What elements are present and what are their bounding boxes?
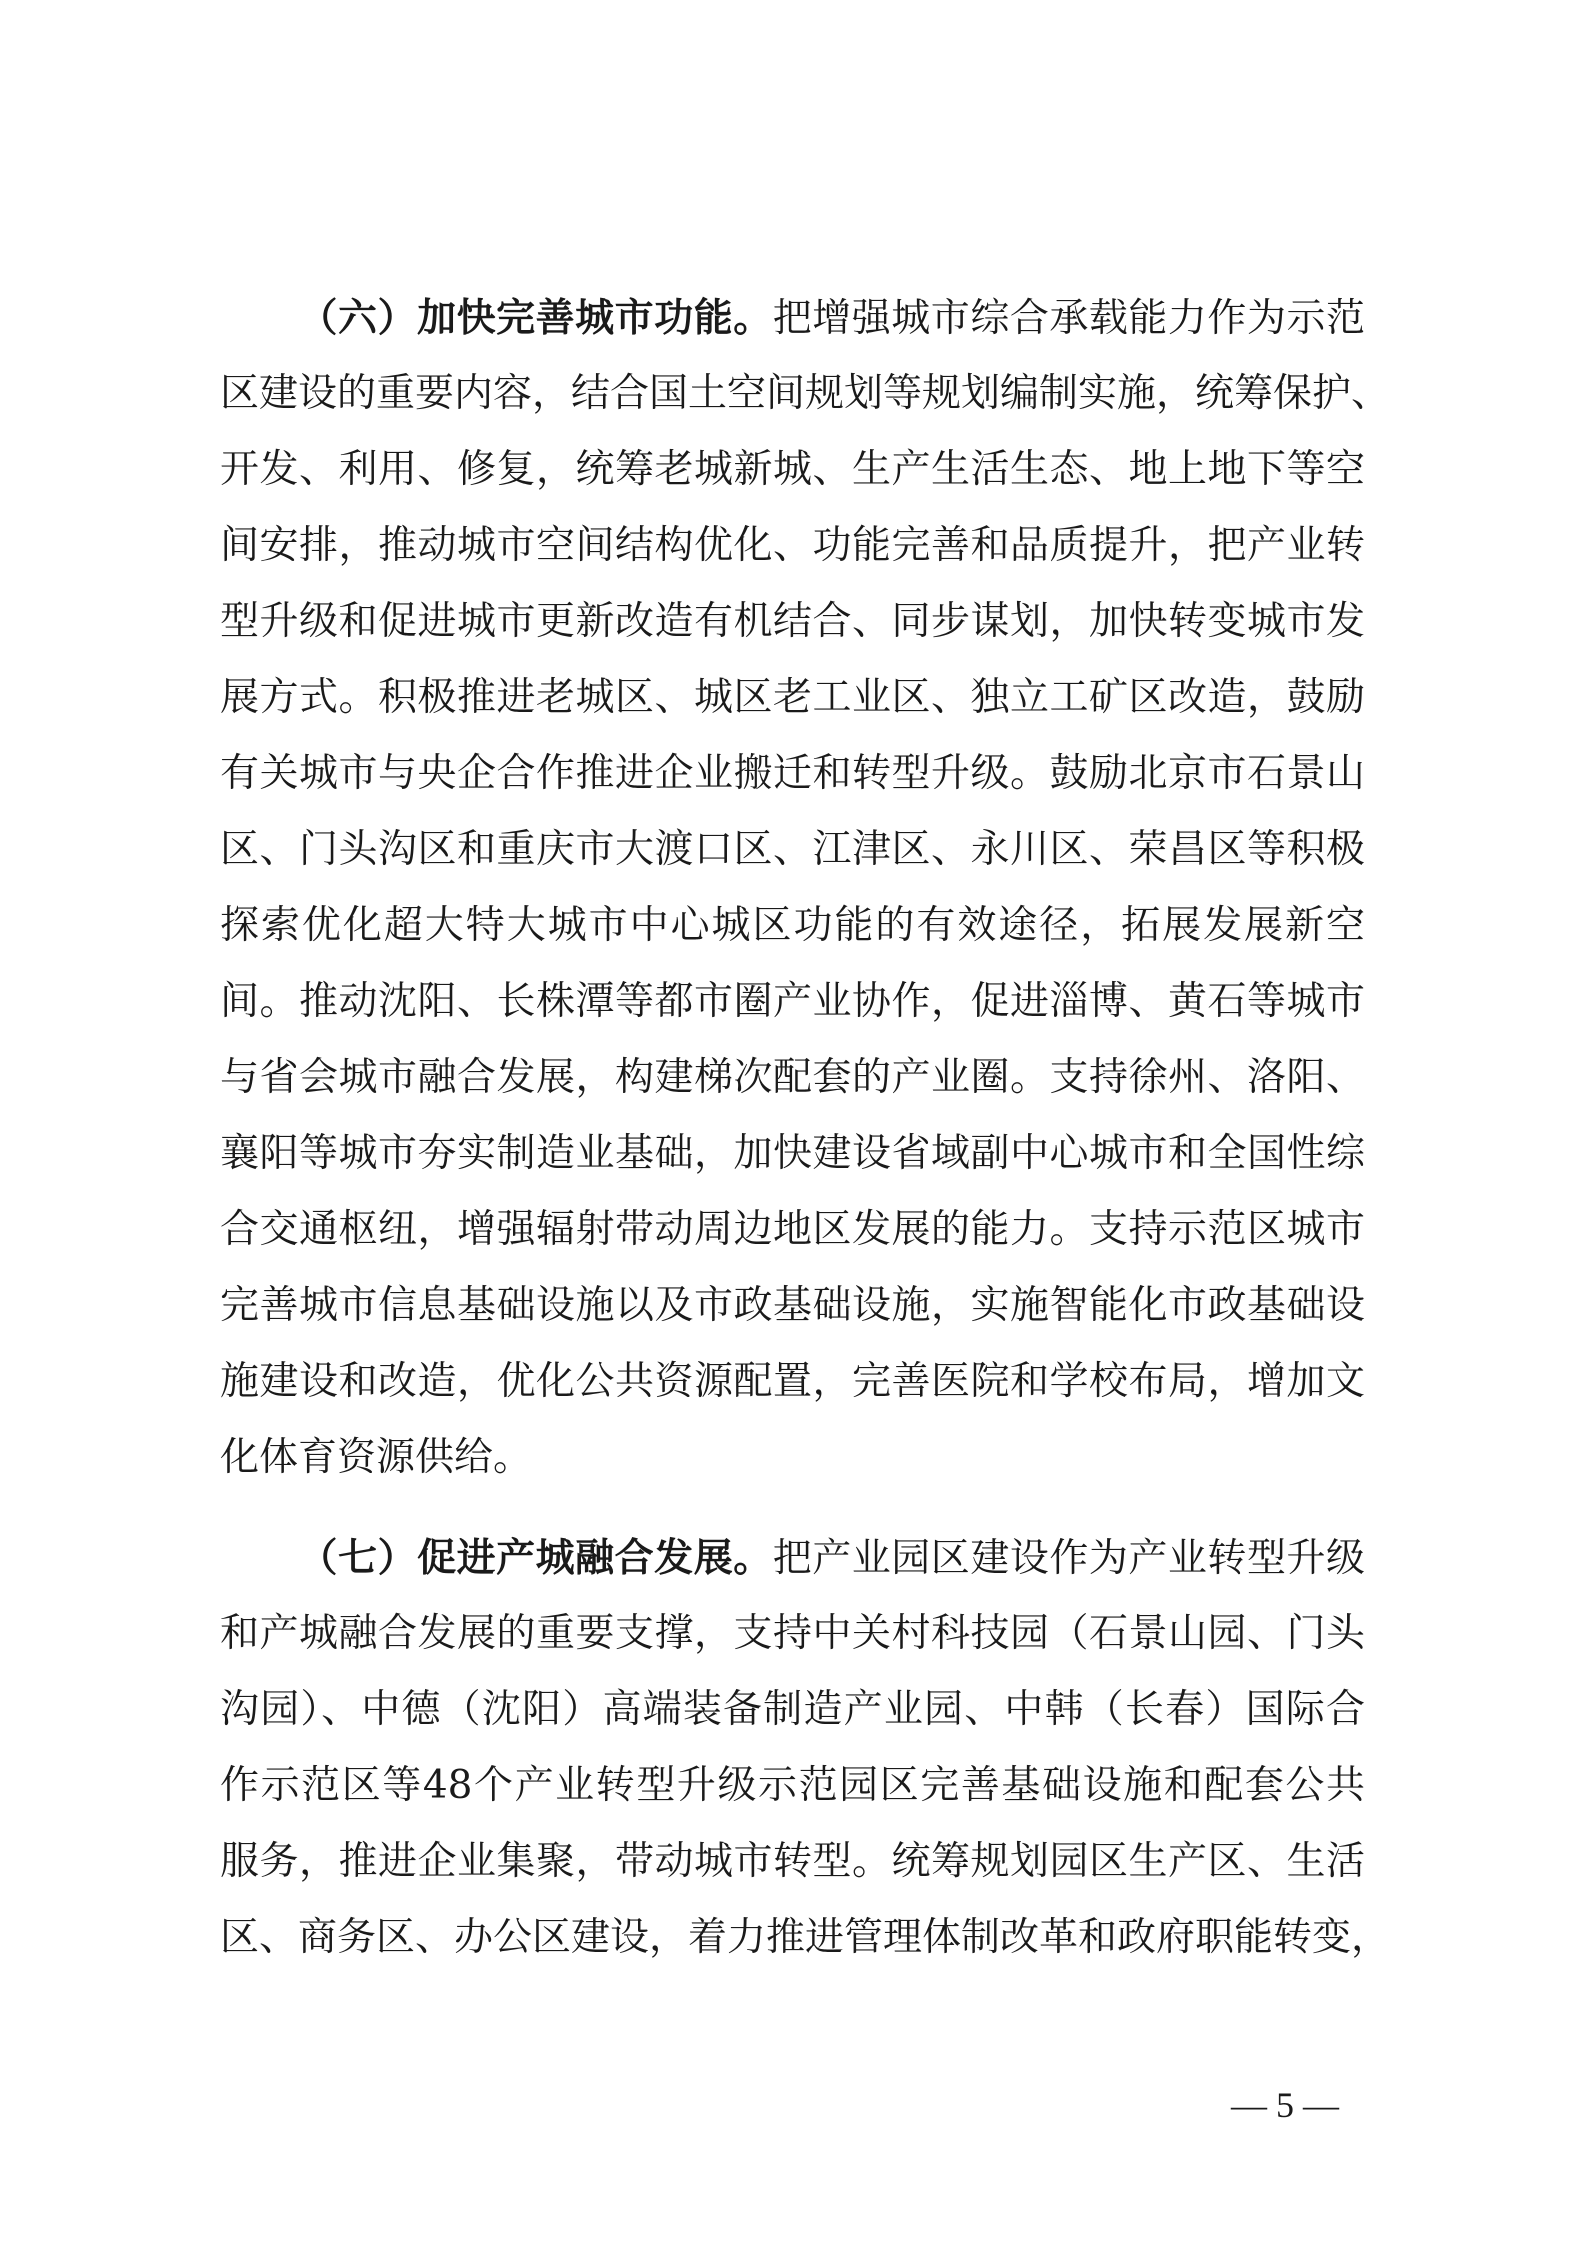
paragraph-line: 沟园）、中德（沈阳）高端装备制造产业园、中韩（长春）国际合	[220, 1687, 1365, 1732]
paragraph-line: 与省会城市融合发展，构建梯次配套的产业圈。支持徐州、洛阳、	[220, 1055, 1365, 1100]
section-heading: （七）促进产城融合发展。	[298, 1535, 773, 1581]
paragraph-line: 探索优化超大特大城市中心城区功能的有效途径，拓展发展新空	[220, 903, 1365, 948]
paragraph-line: 开发、利用、修复，统筹老城新城、生产生活生态、地上地下等空	[220, 447, 1365, 492]
paragraph-line: （六）加快完善城市功能。把增强城市综合承载能力作为示范	[298, 295, 1365, 341]
paragraph-line: 间安排，推动城市空间结构优化、功能完善和品质提升，把产业转	[220, 523, 1365, 568]
paragraph-line: 型升级和促进城市更新改造有机结合、同步谋划，加快转变城市发	[220, 599, 1365, 644]
paragraph-line: 区、门头沟区和重庆市大渡口区、江津区、永川区、荣昌区等积极	[220, 827, 1365, 872]
paragraph-line: 施建设和改造，优化公共资源配置，完善医院和学校布局，增加文	[220, 1359, 1365, 1404]
paragraph-line: 有关城市与央企合作推进企业搬迁和转型升级。鼓励北京市石景山	[220, 751, 1365, 796]
paragraph-line: （七）促进产城融合发展。把产业园区建设作为产业转型升级	[298, 1535, 1365, 1581]
section-heading: （六）加快完善城市功能。	[298, 295, 773, 341]
paragraph-line: 和产城融合发展的重要支撑，支持中关村科技园（石景山园、门头	[220, 1611, 1365, 1656]
paragraph-line: 完善城市信息基础设施以及市政基础设施，实施智能化市政基础设	[220, 1283, 1365, 1328]
paragraph-line: 间。推动沈阳、长株潭等都市圈产业协作，促进淄博、黄石等城市	[220, 979, 1365, 1024]
paragraph-line: 襄阳等城市夯实制造业基础，加快建设省域副中心城市和全国性综	[220, 1131, 1365, 1176]
paragraph-line: 区建设的重要内容，结合国土空间规划等规划编制实施，统筹保护、	[220, 371, 1391, 416]
paragraph-line: 服务，推进企业集聚，带动城市转型。统筹规划园区生产区、生活	[220, 1839, 1365, 1884]
paragraph-line: 展方式。积极推进老城区、城区老工业区、独立工矿区改造，鼓励	[220, 675, 1365, 720]
paragraph-line: 化体育资源供给。	[220, 1435, 533, 1480]
paragraph-line: 区、商务区、办公区建设，着力推进管理体制改革和政府职能转变，	[220, 1915, 1391, 1960]
page-number: — 5 —	[1231, 2085, 1339, 2125]
paragraph-line: 作示范区等48个产业转型升级示范园区完善基础设施和配套公共	[220, 1763, 1365, 1808]
paragraph-line: 合交通枢纽，增强辐射带动周边地区发展的能力。支持示范区城市	[220, 1207, 1365, 1252]
